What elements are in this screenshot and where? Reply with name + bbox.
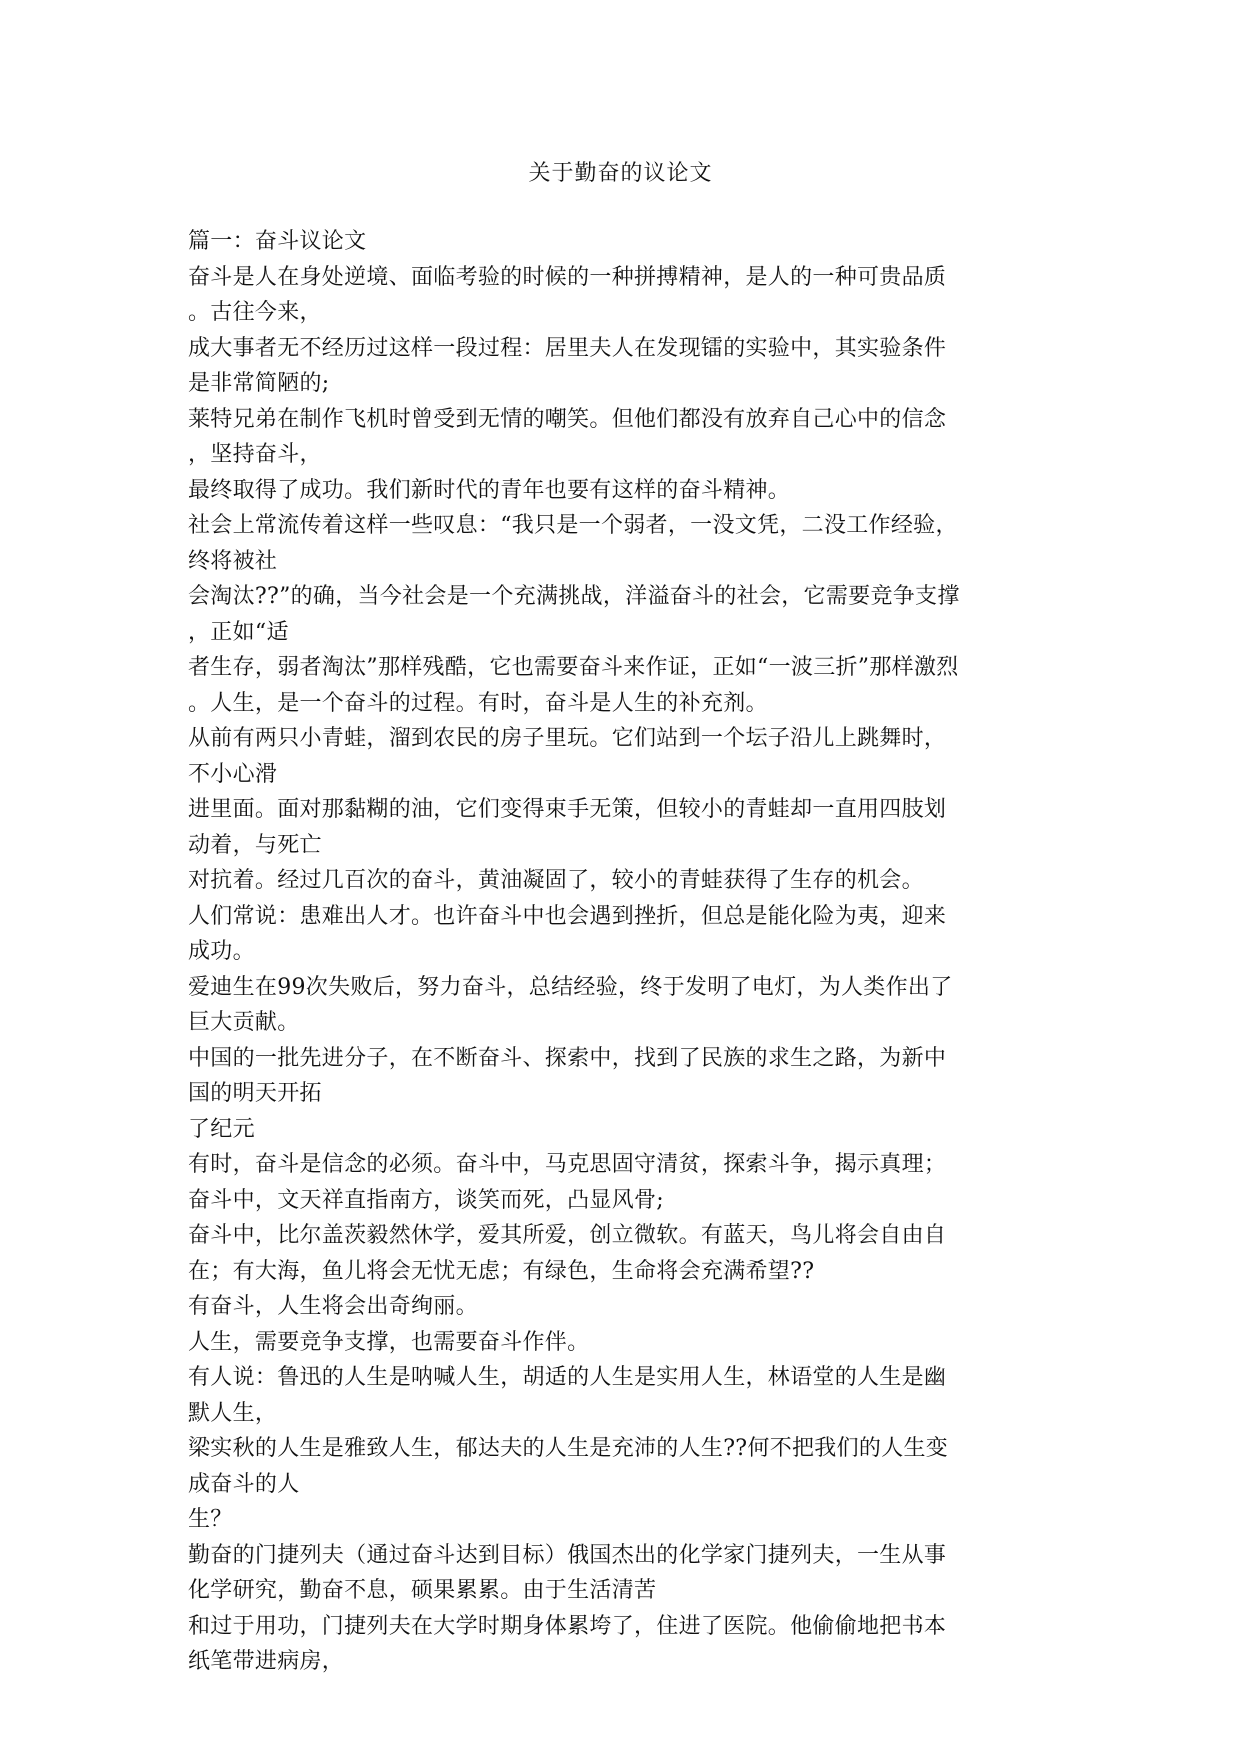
text-line: 成大事者无不经历过这样一段过程：居里夫人在发现镭的实验中，其实验条件	[188, 335, 947, 361]
text-line: 化学研究，勤奋不息，硕果累累。由于生活清苦	[188, 1578, 657, 1603]
text-line: 成功。	[188, 939, 255, 964]
text-line: 是非常简陋的;	[188, 371, 330, 396]
text-line: 会淘汰??”的确，当今社会是一个充满挑战，洋溢奋斗的社会，它需要竞争支撑	[188, 584, 960, 609]
text-line: 巨大贡献。	[188, 1010, 300, 1035]
text-line: 。人生，是一个奋斗的过程。有时，奋斗是人生的补充剂。	[188, 690, 768, 716]
text-line: 进里面。面对那黏糊的油，它们变得束手无策，但较小的青蛙却一直用四肢划	[188, 797, 947, 822]
text-line: 有时，奋斗是信念的必须。奋斗中，马克思固守清贫，探索斗争，揭示真理；	[188, 1152, 947, 1177]
text-line: 社会上常流传着这样一些叹息：“我只是一个弱者，一没文凭，二没工作经验，	[188, 513, 958, 538]
text-line: 篇一：奋斗议论文	[188, 229, 367, 254]
text-line: 纸笔带进病房，	[188, 1649, 345, 1674]
text-line: 从前有两只小青蛙，溜到农民的房子里玩。它们站到一个坛子沿儿上跳舞时，	[188, 726, 947, 751]
text-line: 梁实秋的人生是雅致人生，郁达夫的人生是充沛的人生??何不把我们的人生变	[188, 1436, 949, 1461]
text-line: 成奋斗的人	[188, 1471, 300, 1497]
text-line: ，正如“适	[188, 619, 289, 645]
text-line: 和过于用功，门捷列夫在大学时期身体累垮了，住进了医院。他偷偷地把书本	[188, 1613, 947, 1639]
text-line: 莱特兄弟在制作飞机时曾受到无情的嘲笑。但他们都没有放弃自己心中的信念	[188, 406, 947, 432]
text-line: 勤奋的门捷列夫（通过奋斗达到目标）俄国杰出的化学家门捷列夫，一生从事	[188, 1542, 947, 1568]
text-line: 生？	[188, 1507, 233, 1532]
text-line: 奋斗是人在身处逆境、面临考验的时候的一种拼搏精神，是人的一种可贵品质	[188, 264, 947, 290]
text-line: 。古往今来，	[188, 300, 322, 325]
document-body	[188, 224, 1058, 1680]
text-line: 不小心滑	[188, 761, 278, 787]
text-line: 对抗着。经过几百次的奋斗，黄油凝固了，较小的青蛙获得了生存的机会。	[188, 868, 924, 893]
text-line: 国的明天开拓	[188, 1081, 322, 1106]
text-line: 人生，需要竞争支撑，也需要奋斗作伴。	[188, 1329, 590, 1355]
text-line: 有人说：鲁迅的人生是呐喊人生，胡适的人生是实用人生，林语堂的人生是幽	[188, 1365, 947, 1390]
text-line: 者生存，弱者淘汰”那样残酷，它也需要奋斗来作证，正如“一波三折”那样激烈	[188, 655, 959, 680]
document-title: 关于勤奋的议论文	[528, 161, 713, 186]
text-line: ，坚持奋斗，	[188, 442, 322, 467]
text-line: 人们常说：患难出人才。也许奋斗中也会遇到挫折，但总是能化险为夷，迎来	[188, 903, 947, 929]
text-line: 奋斗中，文天祥直指南方，谈笑而死，凸显风骨;	[188, 1187, 665, 1213]
text-line: 中国的一批先进分子，在不断奋斗、探索中，找到了民族的求生之路，为新中	[188, 1045, 947, 1071]
text-line: 动着，与死亡	[188, 832, 322, 858]
text-line: 爱迪生在99次失败后，努力奋斗，总结经验，终于发明了电灯，为人类作出了	[188, 974, 953, 1000]
text-line: 最终取得了成功。我们新时代的青年也要有这样的奋斗精神。	[188, 477, 791, 503]
text-line: 了纪元	[188, 1116, 255, 1142]
text-line: 奋斗中，比尔盖茨毅然休学，爱其所爱，创立微软。有蓝天，鸟儿将会自由自	[188, 1223, 947, 1248]
text-line: 在；有大海，鱼儿将会无忧无虑；有绿色，生命将会充满希望??	[188, 1258, 815, 1284]
text-line: 终将被社	[188, 548, 278, 574]
text-line: 默人生，	[188, 1400, 278, 1426]
text-line: 有奋斗，人生将会出奇绚丽。	[188, 1294, 478, 1319]
